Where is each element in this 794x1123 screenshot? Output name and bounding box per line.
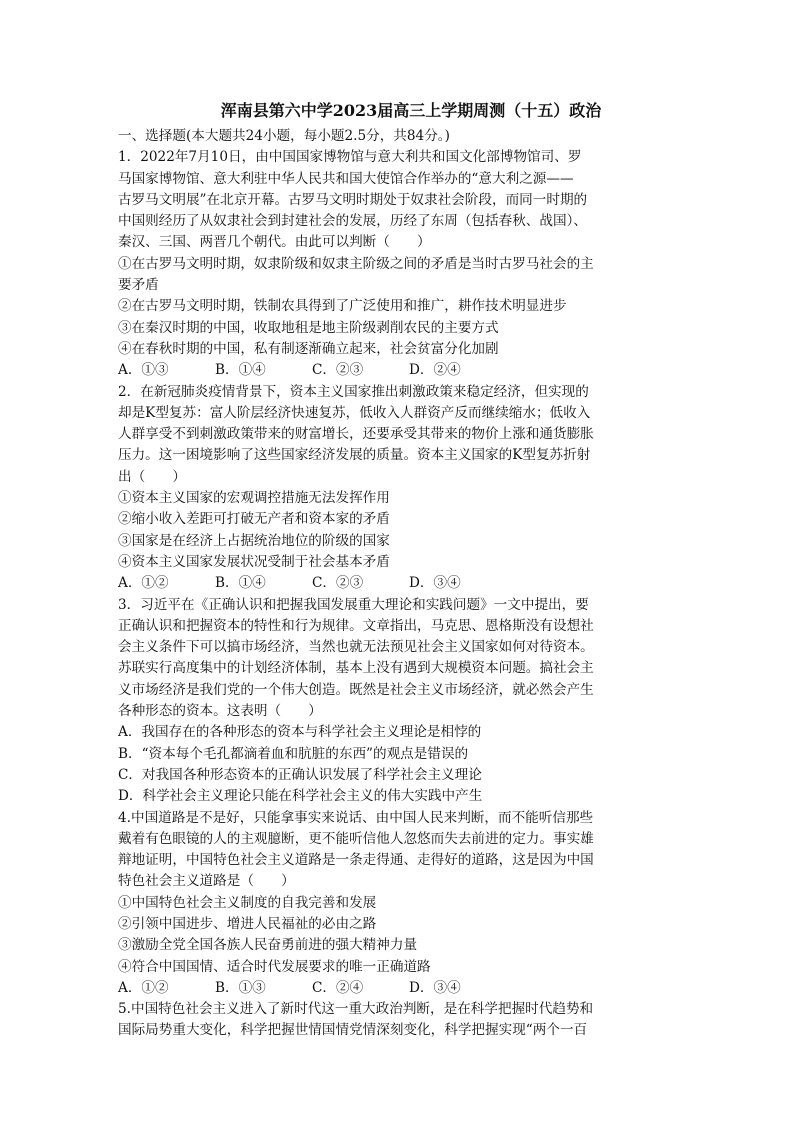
question-text-line: 正确认识和把握资本的特性和行为规律。文章指出，马克思、恩格斯没有设想社 — [118, 617, 594, 634]
question-text-line: 特色社会主义道路是（ ） — [118, 873, 295, 890]
option-c: C．②③ — [312, 362, 364, 379]
question-text-line: 戴着有色眼镜的人的主观臆断，更不能听信他人忽悠而失去前进的定力。事实雄 — [118, 830, 594, 847]
question-text-line: 中国则经历了从奴隶社会到封建社会的发展，历经了东周（包括春秋、战国）、 — [118, 213, 587, 230]
statement-line: ④资本主义国家发展状况受制于社会基本矛盾 — [118, 553, 390, 570]
answer-options — [118, 360, 676, 381]
question-text-line: 马国家博物馆、意大利驻中华人民共和国大使馆合作举办的“意大利之源—— — [118, 170, 574, 187]
option-b: B．①④ — [215, 575, 266, 592]
question-text-line: 5.中国特色社会主义进入了新时代这一重大政治判断，是在科学把握时代趋势和 — [118, 1001, 594, 1018]
question-4 — [118, 808, 676, 1000]
question-text-line: 会主义条件下可以搞市场经济，当然也就无法预见社会主义国家如何对待资本。 — [118, 639, 594, 656]
option-b: B．“资本每个毛孔都滴着血和肮脏的东西”的观点是错误的 — [118, 745, 469, 762]
option-c: C．②③ — [312, 575, 364, 592]
answer-options — [118, 573, 676, 594]
statement-line: ④在春秋时期的中国，私有制逐渐确立起来，社会贫富分化加剧 — [118, 340, 499, 357]
question-2 — [118, 382, 676, 595]
question-text-line: 国际局势重大变化，科学把握世情国情党情深刻变化，科学把握实现“两个一百 — [118, 1022, 588, 1039]
statement-line: 要矛盾 — [118, 277, 159, 294]
option-b: B．①③ — [215, 979, 266, 996]
option-d: D．科学社会主义理论只能在科学社会主义的伟大实践中产生 — [118, 788, 483, 805]
page-title: 浑南县第六中学2023届高三上学期周测（十五）政治 — [220, 101, 602, 120]
question-text-line: 2．在新冠肺炎疫情背景下，资本主义国家推出刺激政策来稳定经济，但实现的 — [118, 383, 589, 400]
statement-line: ①中国特色社会主义制度的自我完善和发展 — [118, 894, 377, 911]
question-text-line: 3．习近平在《正确认识和把握我国发展重大理论和实践问题》一文中提出，要 — [118, 596, 589, 613]
statement-line: ①资本主义国家的宏观调控措施无法发挥作用 — [118, 490, 390, 507]
answer-options — [118, 978, 676, 999]
option-c: C．对我国各种形态资本的正确认识发展了科学社会主义理论 — [118, 766, 482, 783]
option-d: D．②④ — [409, 362, 461, 379]
option-a: A．①③ — [118, 362, 169, 379]
question-text-line: 压力。这一困境影响了这些国家经济发展的质量。资本主义国家的K型复苏折射 — [118, 447, 591, 464]
question-text-line: 秦汉、三国、两晋几个朝代。由此可以判断（ ） — [118, 234, 431, 251]
question-text-line: 4.中国道路是不是好，只能拿事实来说话、由中国人民来判断，而不能听信那些 — [118, 809, 594, 826]
option-a: A．我国存在的各种形态的资本与科学社会主义理论是相悖的 — [118, 724, 482, 741]
statement-line: ④符合中国国情、适合时代发展要求的唯一正确道路 — [118, 958, 431, 975]
statement-line: ③国家是在经济上占据统治地位的阶级的国家 — [118, 532, 390, 549]
exam-page — [118, 98, 676, 1042]
section-heading: 一、选择题(本大题共24小题，每小题2.5分，共84分。) — [118, 128, 450, 144]
question-text-line: 各种形态的资本。这表明（ ） — [118, 703, 322, 720]
option-b: B．①④ — [215, 362, 266, 379]
statement-line: ②引领中国进步、增进人民福祉的必由之路 — [118, 915, 377, 932]
question-text-line: 辩地证明，中国特色社会主义道路是一条走得通、走得好的道路，这是因为中国 — [118, 852, 594, 869]
statement-line: ②在古罗马文明时期，铁制农具得到了广泛使用和推广，耕作技术明显进步 — [118, 298, 567, 315]
option-d: D．③④ — [409, 575, 461, 592]
question-text-line: 出（ ） — [118, 468, 186, 485]
question-5 — [118, 999, 676, 1042]
option-d: D．③④ — [409, 979, 461, 996]
question-text-line: 1．2022年7月10日，由中国国家博物馆与意大利共和国文化部博物馆司、罗 — [118, 149, 582, 166]
question-text-line: 古罗马文明展”在北京开幕。古罗马文明时期处于奴隶社会阶段，而同一时期的 — [118, 191, 588, 208]
statement-line: ③激励全党全国各族人民奋勇前进的强大精神力量 — [118, 937, 418, 954]
statement-line: ③在秦汉时期的中国，收取地租是地主阶级剥削农民的主要方式 — [118, 319, 499, 336]
statement-line: ②缩小收入差距可打破无产者和资本家的矛盾 — [118, 511, 390, 528]
option-a: A．①② — [118, 575, 169, 592]
option-a: A．①② — [118, 979, 169, 996]
question-text-line: 却是K型复苏：富人阶层经济快速复苏，低收入人群资产反而继续缩水；低收入 — [118, 404, 591, 421]
question-3 — [118, 595, 676, 808]
question-text-line: 义市场经济是我们党的一个伟大创造。既然是社会主义市场经济，就必然会产生 — [118, 681, 594, 698]
question-text-line: 苏联实行高度集中的计划经济体制，基本上没有遇到大规模资本问题。搞社会主 — [118, 660, 594, 677]
option-c: C．②④ — [312, 979, 364, 996]
statement-line: ①在古罗马文明时期，奴隶阶级和奴隶主阶级之间的矛盾是当时古罗马社会的主 — [118, 255, 594, 272]
question-text-line: 人群享受不到刺激政策带来的财富增长，还要承受其带来的物价上涨和通货膨胀 — [118, 426, 594, 443]
question-1 — [118, 147, 676, 381]
